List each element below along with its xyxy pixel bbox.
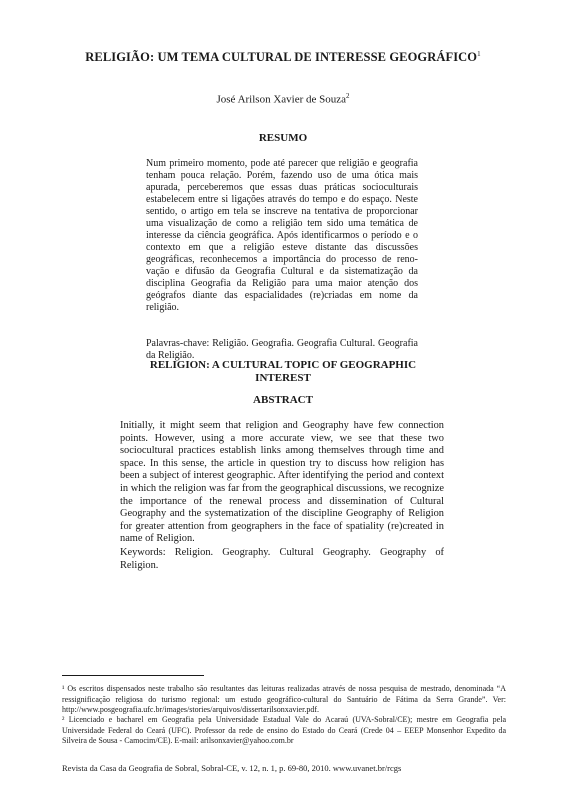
- title-footnote-marker[interactable]: 1: [477, 50, 481, 58]
- english-title: RELIGION: A CULTURAL TOPIC OF GEOGRAPHIC INTEREST: [149, 359, 417, 384]
- keywords: Keywords: Religion. Geography. Cultural Geography. Geography of Religion.: [120, 547, 444, 571]
- abstract-text: Initially, it might seem that religion and Geography have few connection points. However, using a more accurate view, we see that these two sociocultural practices establish links among themselves through time and space. In this sense, the article in question try to discuss how religion has been a subject of interest geographic. After identifying the period and context in which the religion was far from the geographical discussions, we recognize the importance of the renewal process and dissemination of Cultural Geography and the systematization of the discipline Geography of Religion for greater attention from geographers in the face of spatiality (re)created in name of Religion.: [120, 420, 444, 545]
- author-name-text: José Arilson Xavier de Souza: [216, 93, 347, 106]
- author-name: [0, 92, 566, 106]
- palavras-chave: Palavras-chave: Religião. Geografia. Geografia Cultural. Geografia da Religião.: [146, 338, 418, 361]
- abstract-heading: ABSTRACT: [253, 394, 313, 406]
- footnote-divider: [62, 675, 204, 676]
- footnote-2: ² Licenciado e bacharel em Geografia pela Universidade Estadual Vale do Acaraú (UVA-Sobral/CE); mestre em Geografia pela Universidade Federal do Ceará (UFC). Professor da rede de ensino do Estado do Ceará (Crede 04 – EEEP Monsenhor Expedito da Silveira de Sousa - Camocim/CE). E-mail: arilsonxavier@yahoo.com.br: [62, 715, 506, 745]
- resumo-text: Num primeiro momento, pode até parecer que religião e geografia tenham pouca relação. Porém, fazendo uso de uma ótica mais apurada, perceberemos que essas duas práticas socioculturais estabelecem entre si ligações através do tempo e do espaço. Neste sentido, o artigo em tela se inscreve na tentativa de proporcionar uma visualização de como a religião tem sido uma temática de interesse da ciência geográfica. Após identificarmos o período e o contexto em que a religião esteve distante das discussões geográficas, reconhecemos a importância do processo de reno-vação e difusão da Geografia Cultural e da sistematização da disciplina Geografia da Religião para uma maior atenção dos geógrafos diante das espacialidades (re)criadas em nome da religião.: [146, 158, 418, 313]
- footnote-1: ¹ Os escritos dispensados neste trabalho são resultantes das leituras realizadas através de nossa pesquisa de mestrado, denominada “A ressignificação religiosa do turismo regional: um estudo geográfico-cultural do Santuário de Fátima da Serra Grande”. Ver: http://www.posgeografia.ufc.br/images/stories/arquivos/dissertarilsonxavier.pdf.: [62, 684, 506, 714]
- resumo-heading: RESUMO: [258, 132, 308, 144]
- author-footnote-marker[interactable]: 2: [346, 92, 350, 100]
- article-title: [40, 50, 526, 65]
- article-title-text: RELIGIÃO: UM TEMA CULTURAL DE INTERESSE GEOGRÁFICO: [85, 50, 478, 65]
- journal-footer: Revista da Casa da Geografia de Sobral, Sobral-CE, v. 12, n. 1, p. 69-80, 2010. www.uvanet.br/rcgs: [62, 763, 402, 773]
